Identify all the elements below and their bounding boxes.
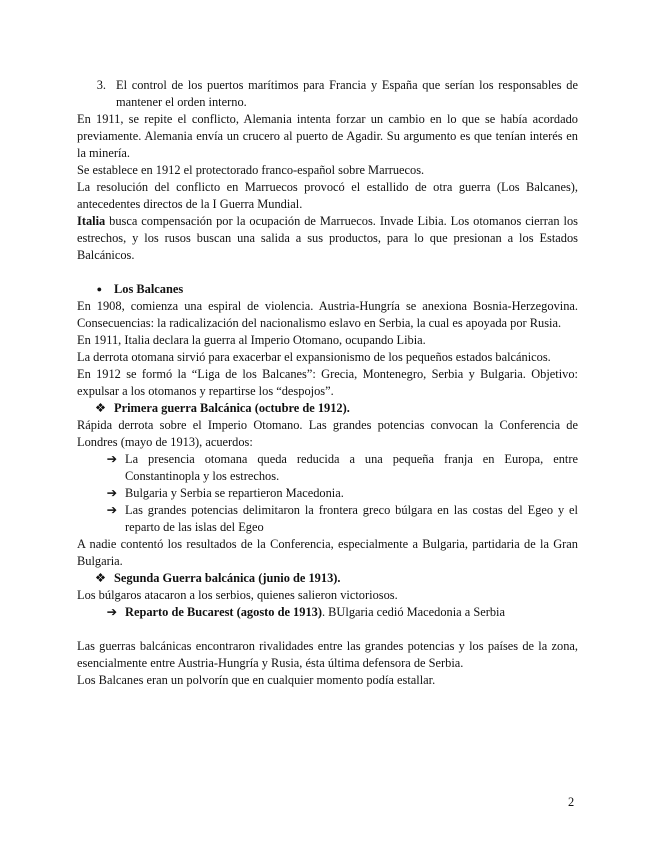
heading-primera-guerra: Primera guerra Balcánica (octubre de 1912). bbox=[114, 401, 350, 415]
paragraph-1911: En 1911, se repite el conflicto, Alemania intenta forzar un cambio en lo que se había acordado previamente. Alemania envía un crucero al puerto de Agadir. Su argumento es que tenían interés en la minería. bbox=[77, 112, 578, 160]
acuerdo-text: Las grandes potencias delimitaron la frontera greco búlgara en las costas del Egeo y el reparto de las islas del Egeo bbox=[125, 503, 578, 534]
section-heading-balcanes bbox=[77, 281, 578, 298]
heading-segunda-guerra: Segunda Guerra balcánica (junio de 1913). bbox=[114, 571, 341, 585]
paragraph-rapida-derrota: Rápida derrota sobre el Imperio Otomano. Las grandes potencias convocan la Conferencia de Londres (mayo de 1913), acuerdos: bbox=[77, 418, 578, 449]
paragraph-liga: En 1912 se formó la “Liga de los Balcanes”: Grecia, Montenegro, Serbia y Bulgaria. Objetivo: expulsar a los otomanos y repartirse los “despojos”. bbox=[77, 367, 578, 398]
paragraph-1908: En 1908, comienza una espiral de violencia. Austria-Hungría se anexiona Bosnia-Herzegovina. Consecuencias: la radicalización del nacionalismo eslavo en Serbia, la cual es apoyada por Rusia. bbox=[77, 299, 578, 330]
acuerdo-text: Bulgaria y Serbia se repartieron Macedonia. bbox=[125, 486, 344, 500]
paragraph-italia bbox=[77, 213, 578, 264]
list-item-text: El control de los puertos marítimos para Francia y España que serían los responsables de mantener el orden interno. bbox=[116, 78, 578, 109]
list-number: 3. bbox=[96, 78, 106, 92]
paragraph-protectorado: Se establece en 1912 el protectorado franco-español sobre Marruecos. bbox=[77, 163, 425, 177]
acuerdo-item bbox=[77, 502, 578, 536]
arrow-bullet-icon: ➔ bbox=[106, 452, 117, 466]
paragraph-resolucion: La resolución del conflicto en Marruecos provocó el estallido de otra guerra (Los Balcanes), antecedentes directos de la I Guerra Mundial. bbox=[77, 180, 578, 211]
italia-rest: busca compensación por la ocupación de Marruecos. Invade Libia. Los otomanos cierran los estrechos, y los rusos buscan una salida a sus productos, para lo que presionan a los Estados Balcánicos. bbox=[77, 214, 578, 262]
heading-balcanes: Los Balcanes bbox=[114, 282, 184, 296]
paragraph-derrota: La derrota otomana sirvió para exacerbar el expansionismo de los pequeños estados balcánicos. bbox=[77, 350, 551, 364]
bucarest-bold: Reparto de Bucarest (agosto de 1913) bbox=[125, 605, 322, 619]
paragraph-polvorin: Los Balcanes eran un polvorín que en cualquier momento podía estallar. bbox=[77, 673, 436, 687]
acuerdo-text: La presencia otomana queda reducida a una pequeña franja en Europa, entre Constantinopla y los estrechos. bbox=[125, 452, 578, 483]
paragraph-nadie-contento: A nadie contentó los resultados de la Conferencia, especialmente a Bulgaria, partidaria de la Gran Bulgaria. bbox=[77, 537, 578, 568]
arrow-bullet-icon: ➔ bbox=[106, 605, 117, 619]
subheading-segunda-guerra bbox=[77, 570, 578, 587]
bullet-icon: ● bbox=[96, 284, 102, 294]
document-page bbox=[77, 77, 578, 689]
paragraph-1911-italia: En 1911, Italia declara la guerra al Imperio Otomano, ocupando Libia. bbox=[77, 333, 426, 347]
page-number: 2 bbox=[568, 795, 575, 809]
bucarest-rest: . BUlgaria cedió Macedonia a Serbia bbox=[321, 605, 506, 619]
subheading-primera-guerra bbox=[77, 400, 578, 417]
bucarest-text bbox=[125, 604, 578, 621]
acuerdo-item bbox=[77, 451, 578, 485]
diamond-bullet-icon: ❖ bbox=[94, 571, 106, 585]
arrow-bullet-icon: ➔ bbox=[106, 486, 117, 500]
italia-bold: Italia bbox=[77, 214, 106, 228]
diamond-bullet-icon: ❖ bbox=[94, 401, 106, 415]
acuerdo-item bbox=[77, 485, 578, 502]
paragraph-guerras-balcanicas: Las guerras balcánicas encontraron rivalidades entre las grandes potencias y los países de la zona, esencialmente entre Austria-Hungría y Rusia, ésta última defensora de Serbia. bbox=[77, 639, 578, 670]
numbered-list-item bbox=[77, 77, 578, 111]
arrow-bullet-icon: ➔ bbox=[106, 503, 117, 517]
paragraph-bulgaros: Los búlgaros atacaron a los serbios, quienes salieron victoriosos. bbox=[77, 588, 398, 602]
bucarest-item bbox=[77, 604, 578, 621]
